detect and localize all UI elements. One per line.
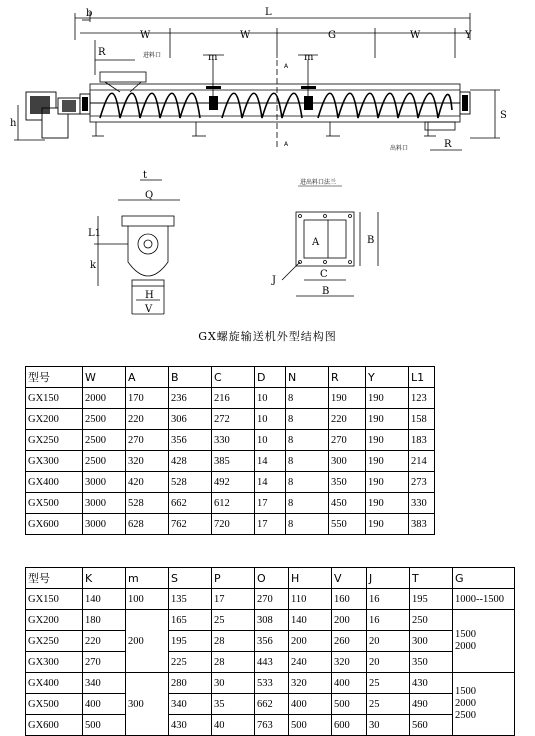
cell: 30 xyxy=(367,715,410,736)
cell: 190 xyxy=(366,388,409,409)
col-header: 型号 xyxy=(26,367,83,388)
cell: 450 xyxy=(329,493,366,514)
cell: 720 xyxy=(212,514,255,535)
cell: 500 xyxy=(83,715,126,736)
cell: GX150 xyxy=(26,589,83,610)
dim-h: h xyxy=(10,118,17,129)
table-row xyxy=(26,409,435,430)
cell: 10 xyxy=(255,430,286,451)
dim-Q: Q xyxy=(145,190,154,201)
dim-m-1: m xyxy=(208,52,218,63)
col-header: D xyxy=(255,367,286,388)
cell-line: 1500 xyxy=(455,686,476,697)
drawing-caption: GX螺旋输送机外型结构图 xyxy=(198,330,337,343)
cell: 492 xyxy=(212,472,255,493)
col-header: J xyxy=(367,568,410,589)
cell: 8 xyxy=(286,430,329,451)
cell-line: 1500 xyxy=(455,629,476,640)
cell: 260 xyxy=(332,631,367,652)
col-header: m xyxy=(126,568,169,589)
cell: 28 xyxy=(212,652,255,673)
cell: 428 xyxy=(169,451,212,472)
cell: 550 xyxy=(329,514,366,535)
cell: 180 xyxy=(83,610,126,631)
cell: 20 xyxy=(367,652,410,673)
cell: 35 xyxy=(212,694,255,715)
cell: GX300 xyxy=(26,652,83,673)
cell: 8 xyxy=(286,409,329,430)
table-row xyxy=(26,673,515,694)
table-row xyxy=(26,694,515,715)
table-row xyxy=(26,451,435,472)
table-header-row xyxy=(26,568,515,589)
cell: 762 xyxy=(169,514,212,535)
cell xyxy=(453,673,515,736)
spec-table-2 xyxy=(25,567,515,736)
cell: 100 xyxy=(126,589,169,610)
cell: 16 xyxy=(367,610,410,631)
cell: 383 xyxy=(409,514,435,535)
cell: 17 xyxy=(212,589,255,610)
table-row xyxy=(26,610,515,631)
cell: 220 xyxy=(126,409,169,430)
cell: 190 xyxy=(366,472,409,493)
cell: GX200 xyxy=(26,610,83,631)
cell: 340 xyxy=(83,673,126,694)
cell: GX150 xyxy=(26,388,83,409)
dim-S: S xyxy=(500,110,507,121)
cell: 330 xyxy=(409,493,435,514)
cell: 8 xyxy=(286,388,329,409)
col-header: N xyxy=(286,367,329,388)
dim-Y: Y xyxy=(465,30,472,41)
cell: 20 xyxy=(367,631,410,652)
cell: 28 xyxy=(212,631,255,652)
cell: 270 xyxy=(83,652,126,673)
col-header: P xyxy=(212,568,255,589)
cell: 300 xyxy=(126,673,169,736)
cell: 612 xyxy=(212,493,255,514)
cell: 140 xyxy=(83,589,126,610)
cell: 528 xyxy=(169,472,212,493)
cell-line: 2000 xyxy=(455,698,476,709)
dim-H: H xyxy=(145,290,154,301)
cell: 200 xyxy=(126,610,169,673)
cell: GX400 xyxy=(26,472,83,493)
cell: 270 xyxy=(255,589,289,610)
cell: 528 xyxy=(126,493,169,514)
col-header: G xyxy=(453,568,515,589)
cell: 17 xyxy=(255,493,286,514)
col-header: V xyxy=(332,568,367,589)
cell: 14 xyxy=(255,451,286,472)
cell: 443 xyxy=(255,652,289,673)
cell: 308 xyxy=(255,610,289,631)
cell: 270 xyxy=(126,430,169,451)
cell: 16 xyxy=(367,589,410,610)
dim-R-right: R xyxy=(444,139,452,150)
cell: 385 xyxy=(212,451,255,472)
cell: 560 xyxy=(410,715,453,736)
cell: 350 xyxy=(329,472,366,493)
cell: 3000 xyxy=(83,472,126,493)
cell: 400 xyxy=(83,694,126,715)
cell: 10 xyxy=(255,388,286,409)
cell: 350 xyxy=(410,652,453,673)
cell: 225 xyxy=(169,652,212,673)
col-header: K xyxy=(83,568,126,589)
dim-V: V xyxy=(145,304,153,315)
col-header: Y xyxy=(366,367,409,388)
cell: GX250 xyxy=(26,430,83,451)
cell: 320 xyxy=(289,673,332,694)
table-row xyxy=(26,631,515,652)
cell: 14 xyxy=(255,472,286,493)
cell: 330 xyxy=(212,430,255,451)
cell: 8 xyxy=(286,472,329,493)
cell: 200 xyxy=(332,610,367,631)
cell: GX600 xyxy=(26,514,83,535)
cell: 763 xyxy=(255,715,289,736)
flange-dim-B-bottom: B xyxy=(322,286,330,297)
cell: 240 xyxy=(289,652,332,673)
cell: 10 xyxy=(255,409,286,430)
cell: 220 xyxy=(83,631,126,652)
cell: GX400 xyxy=(26,673,83,694)
cell: 135 xyxy=(169,589,212,610)
cell: GX600 xyxy=(26,715,83,736)
col-header: W xyxy=(83,367,126,388)
cell: 158 xyxy=(409,409,435,430)
cell: 140 xyxy=(289,610,332,631)
cell: 272 xyxy=(212,409,255,430)
cell: 3000 xyxy=(83,493,126,514)
flange-dim-B: B xyxy=(367,235,375,246)
cell: GX300 xyxy=(26,451,83,472)
cell: 2000 xyxy=(83,388,126,409)
cell: 8 xyxy=(286,514,329,535)
table-row xyxy=(26,589,515,610)
cell: 280 xyxy=(169,673,212,694)
cell: 2500 xyxy=(83,430,126,451)
cell: 25 xyxy=(212,610,255,631)
table-row xyxy=(26,472,435,493)
dim-k: k xyxy=(90,260,97,271)
port-flange-title: 进出料口法兰 xyxy=(300,179,337,186)
cell: 8 xyxy=(286,493,329,514)
cell: 273 xyxy=(409,472,435,493)
cell: 216 xyxy=(212,388,255,409)
cell: 2500 xyxy=(83,409,126,430)
cell: 195 xyxy=(169,631,212,652)
cell: 320 xyxy=(332,652,367,673)
cell: 3000 xyxy=(83,514,126,535)
cell: 2500 xyxy=(83,451,126,472)
cell: 430 xyxy=(410,673,453,694)
assembly-drawing xyxy=(0,0,535,350)
flange-dim-J: J xyxy=(272,275,277,286)
spec-table-1 xyxy=(25,366,435,535)
col-header: T xyxy=(410,568,453,589)
cell: 220 xyxy=(329,409,366,430)
table-row xyxy=(26,652,515,673)
cell: GX500 xyxy=(26,694,83,715)
cell: 320 xyxy=(126,451,169,472)
cell: 250 xyxy=(410,610,453,631)
cell: 200 xyxy=(289,631,332,652)
dim-W2: W xyxy=(240,30,251,41)
cell: 236 xyxy=(169,388,212,409)
cell: 170 xyxy=(126,388,169,409)
cell: 190 xyxy=(329,388,366,409)
cell-line: 2000 xyxy=(455,641,476,652)
dim-t: t xyxy=(143,170,148,181)
cell: 25 xyxy=(367,673,410,694)
cell: 195 xyxy=(410,589,453,610)
cell-line: 2500 xyxy=(455,710,476,721)
col-header: B xyxy=(169,367,212,388)
cell: 533 xyxy=(255,673,289,694)
col-header: L1 xyxy=(409,367,435,388)
cell: 160 xyxy=(332,589,367,610)
cell: 490 xyxy=(410,694,453,715)
table-header-row xyxy=(26,367,435,388)
inlet-label: 进料口 xyxy=(143,52,162,59)
col-header: 型号 xyxy=(26,568,83,589)
cell: 628 xyxy=(126,514,169,535)
cell: 356 xyxy=(255,631,289,652)
col-header: R xyxy=(329,367,366,388)
dim-W1: W xyxy=(140,30,151,41)
cell: 356 xyxy=(169,430,212,451)
dim-L: L xyxy=(265,7,272,18)
cell: 183 xyxy=(409,430,435,451)
cell: 500 xyxy=(332,694,367,715)
cell: 662 xyxy=(255,694,289,715)
section-A-top: A xyxy=(284,63,289,70)
cell: 306 xyxy=(169,409,212,430)
table-row xyxy=(26,493,435,514)
cell: 300 xyxy=(410,631,453,652)
cell: 30 xyxy=(212,673,255,694)
section-A-bottom: A xyxy=(284,141,289,148)
col-header: O xyxy=(255,568,289,589)
cell: GX500 xyxy=(26,493,83,514)
cell: 400 xyxy=(289,694,332,715)
cell: 662 xyxy=(169,493,212,514)
flange-dim-A: A xyxy=(312,237,320,248)
cell: 430 xyxy=(169,715,212,736)
cell: 420 xyxy=(126,472,169,493)
cell: 400 xyxy=(332,673,367,694)
cell: 270 xyxy=(329,430,366,451)
cell: 190 xyxy=(366,493,409,514)
col-header: A xyxy=(126,367,169,388)
cell: 8 xyxy=(286,451,329,472)
outlet-label: 出料口 xyxy=(390,145,409,152)
cell: 190 xyxy=(366,514,409,535)
cell: GX250 xyxy=(26,631,83,652)
cell: 110 xyxy=(289,589,332,610)
cell: 214 xyxy=(409,451,435,472)
cell: 190 xyxy=(366,409,409,430)
col-header: S xyxy=(169,568,212,589)
cell xyxy=(453,610,515,673)
table-row xyxy=(26,514,435,535)
table-row xyxy=(26,388,435,409)
cell: 340 xyxy=(169,694,212,715)
flange-dim-C: C xyxy=(320,269,328,280)
dim-R-left: R xyxy=(98,47,106,58)
cell: GX200 xyxy=(26,409,83,430)
cell: 25 xyxy=(367,694,410,715)
cell: 190 xyxy=(366,430,409,451)
cell: 500 xyxy=(289,715,332,736)
dim-L1: L1 xyxy=(88,228,102,239)
cell: 600 xyxy=(332,715,367,736)
cell: 123 xyxy=(409,388,435,409)
col-header: H xyxy=(289,568,332,589)
cell: 17 xyxy=(255,514,286,535)
cell: 300 xyxy=(329,451,366,472)
cell: 165 xyxy=(169,610,212,631)
dim-m-2: m xyxy=(304,52,314,63)
dim-b: b xyxy=(86,8,93,19)
cell: 190 xyxy=(366,451,409,472)
cell: 1000--1500 xyxy=(453,589,515,610)
dim-W3: W xyxy=(410,30,421,41)
cell: 40 xyxy=(212,715,255,736)
col-header: C xyxy=(212,367,255,388)
table-row xyxy=(26,715,515,736)
table-row xyxy=(26,430,435,451)
dim-G: G xyxy=(328,30,336,41)
